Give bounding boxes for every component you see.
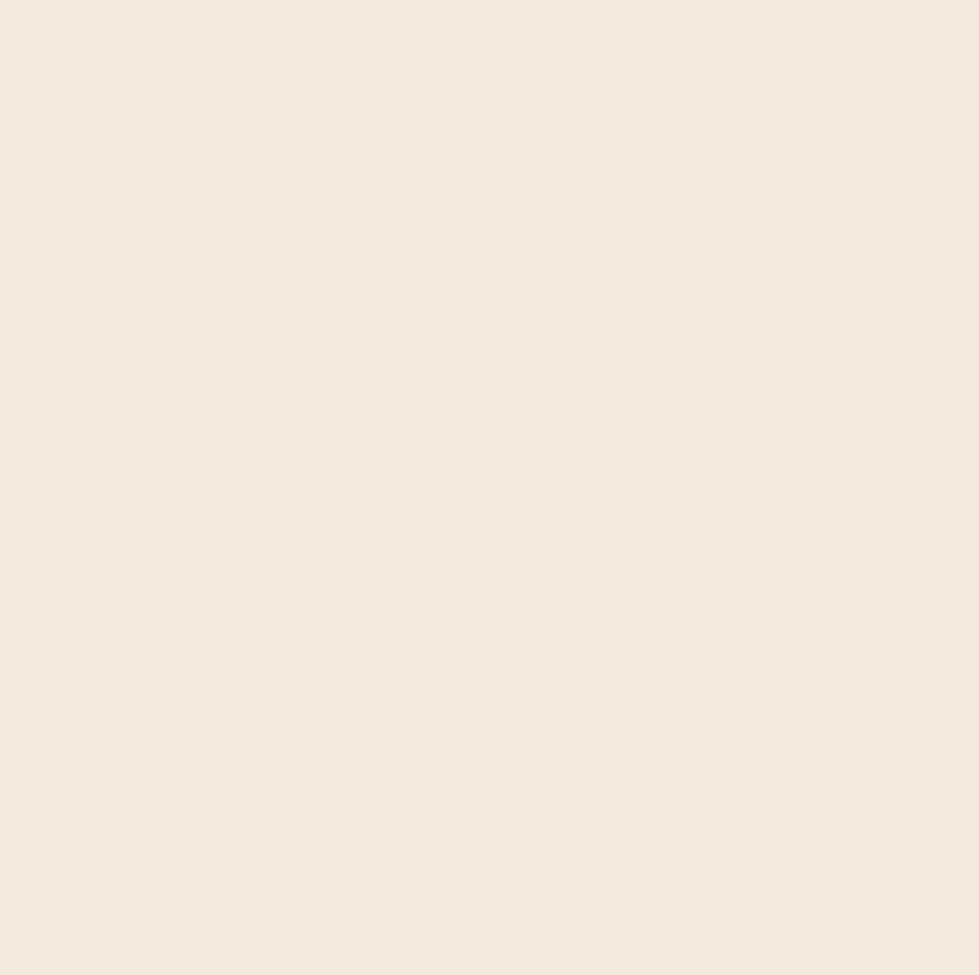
right-credits <box>497 101 967 103</box>
left-credits <box>36 40 476 42</box>
